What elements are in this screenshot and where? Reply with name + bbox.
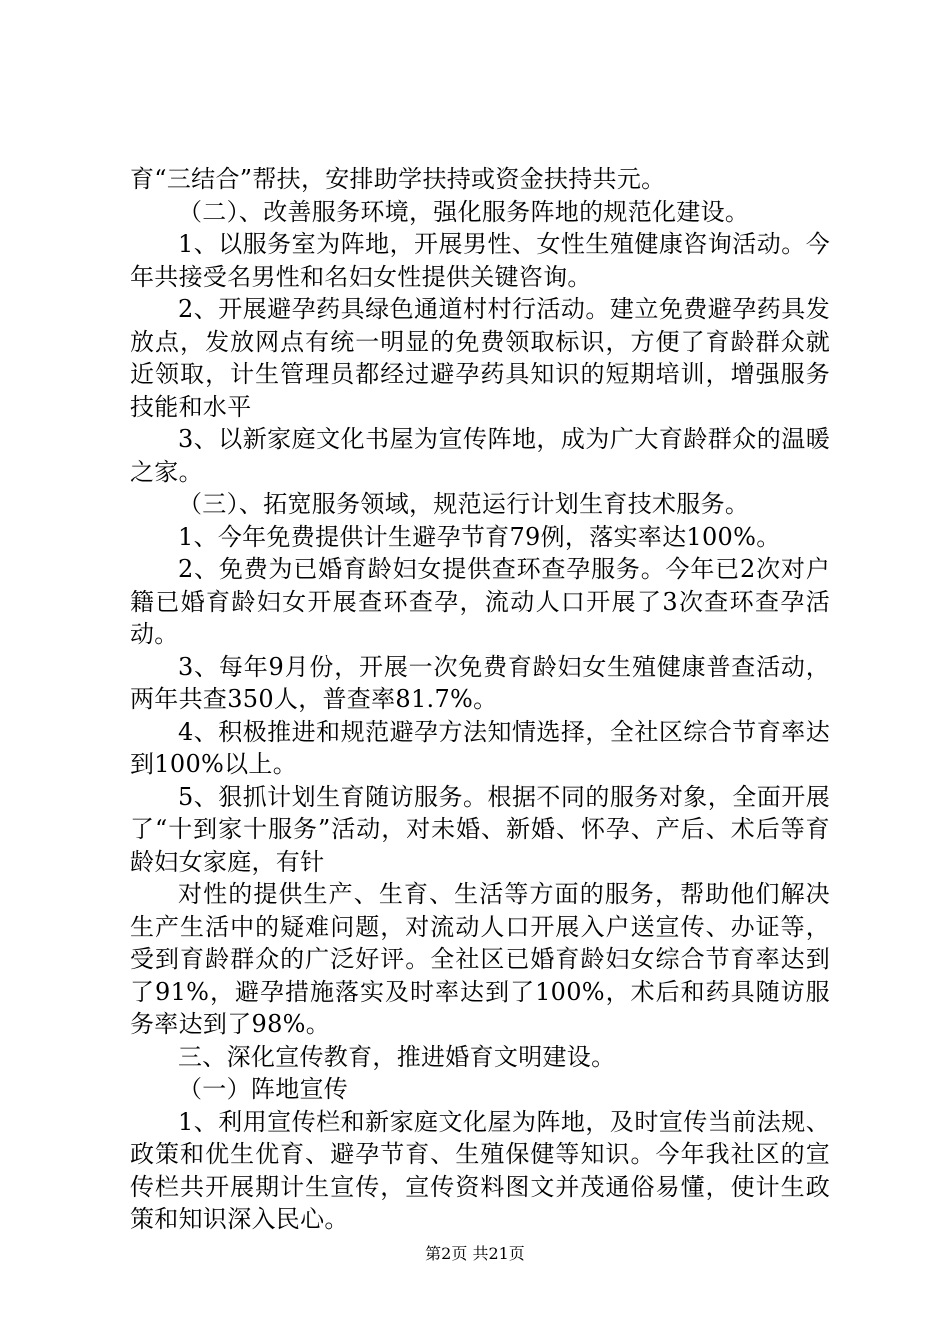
paragraph: 1、今年免费提供计生避孕节育79例，落实率达100%。 (178, 522, 781, 551)
paragraph: 对性的提供生产、生育、生活等方面的服务，帮助他们解决生产生活中的疑难问题，对流动人口开展入户送宣传、办证等，受到育龄群众的广泛好评。全社区已婚育龄妇女综合节育率达到了91%，避孕措施落实及时率达到了100%，术后和药具随访服务率达到了98%。 (130, 880, 830, 1038)
section-heading: （三）、拓宽服务领域，规范运行计划生育技术服务。 (178, 490, 750, 518)
section-heading: （一）阵地宣传 (178, 1075, 349, 1103)
paragraph: 育“三结合”帮扶，安排助学扶持或资金扶持共元。 (130, 165, 666, 193)
section-heading: （二）、改善服务环境，强化服务阵地的规范化建设。 (178, 197, 750, 226)
paragraph: 3、以新家庭文化书屋为宣传阵地，成为广大育龄群众的温暖之家。 (130, 425, 830, 486)
paragraph: 1、利用宣传栏和新家庭文化屋为阵地，及时宣传当前法规、政策和优生优育、避孕节育、生殖保健等知识。今年我社区的宣传栏共开展期计生宣传，宣传资料图文并茂通俗易懂，使计生政策和知识深入民心。 (130, 1107, 830, 1233)
paragraph: 3、每年9月份，开展一次免费育龄妇女生殖健康普查活动，两年共查350人，普查率81.7%。 (130, 652, 830, 713)
paragraph: 4、积极推进和规范避孕方法知情选择，全社区综合节育率达到100%以上。 (130, 717, 830, 778)
page-number-footer: 第2页 共21页 (425, 1244, 525, 1263)
paragraph: 2、开展避孕药具绿色通道村村行活动。建立免费避孕药具发放点，发放网点有统一明显的免费领取标识，方便了育龄群众就近领取，计生管理员都经过避孕药具知识的短期培训，增强服务技能和水平 (130, 295, 830, 421)
paragraph: 5、狠抓计划生育随访服务。根据不同的服务对象，全面开展了“十到家十服务”活动，对未婚、新婚、怀孕、产后、术后等育龄妇女家庭，有针 (130, 782, 830, 876)
paragraph: 1、以服务室为阵地，开展男性、女性生殖健康咨询活动。今年共接受名男性和名妇女性提供关键咨询。 (130, 230, 830, 291)
section-heading: 三、深化宣传教育，推进婚育文明建设。 (178, 1042, 616, 1071)
paragraph: 2、免费为已婚育龄妇女提供查环查孕服务。今年已2次对户籍已婚育龄妇女开展查环查孕，流动人口开展了3次查环查孕活动。 (130, 555, 830, 648)
document-body (130, 163, 830, 1236)
